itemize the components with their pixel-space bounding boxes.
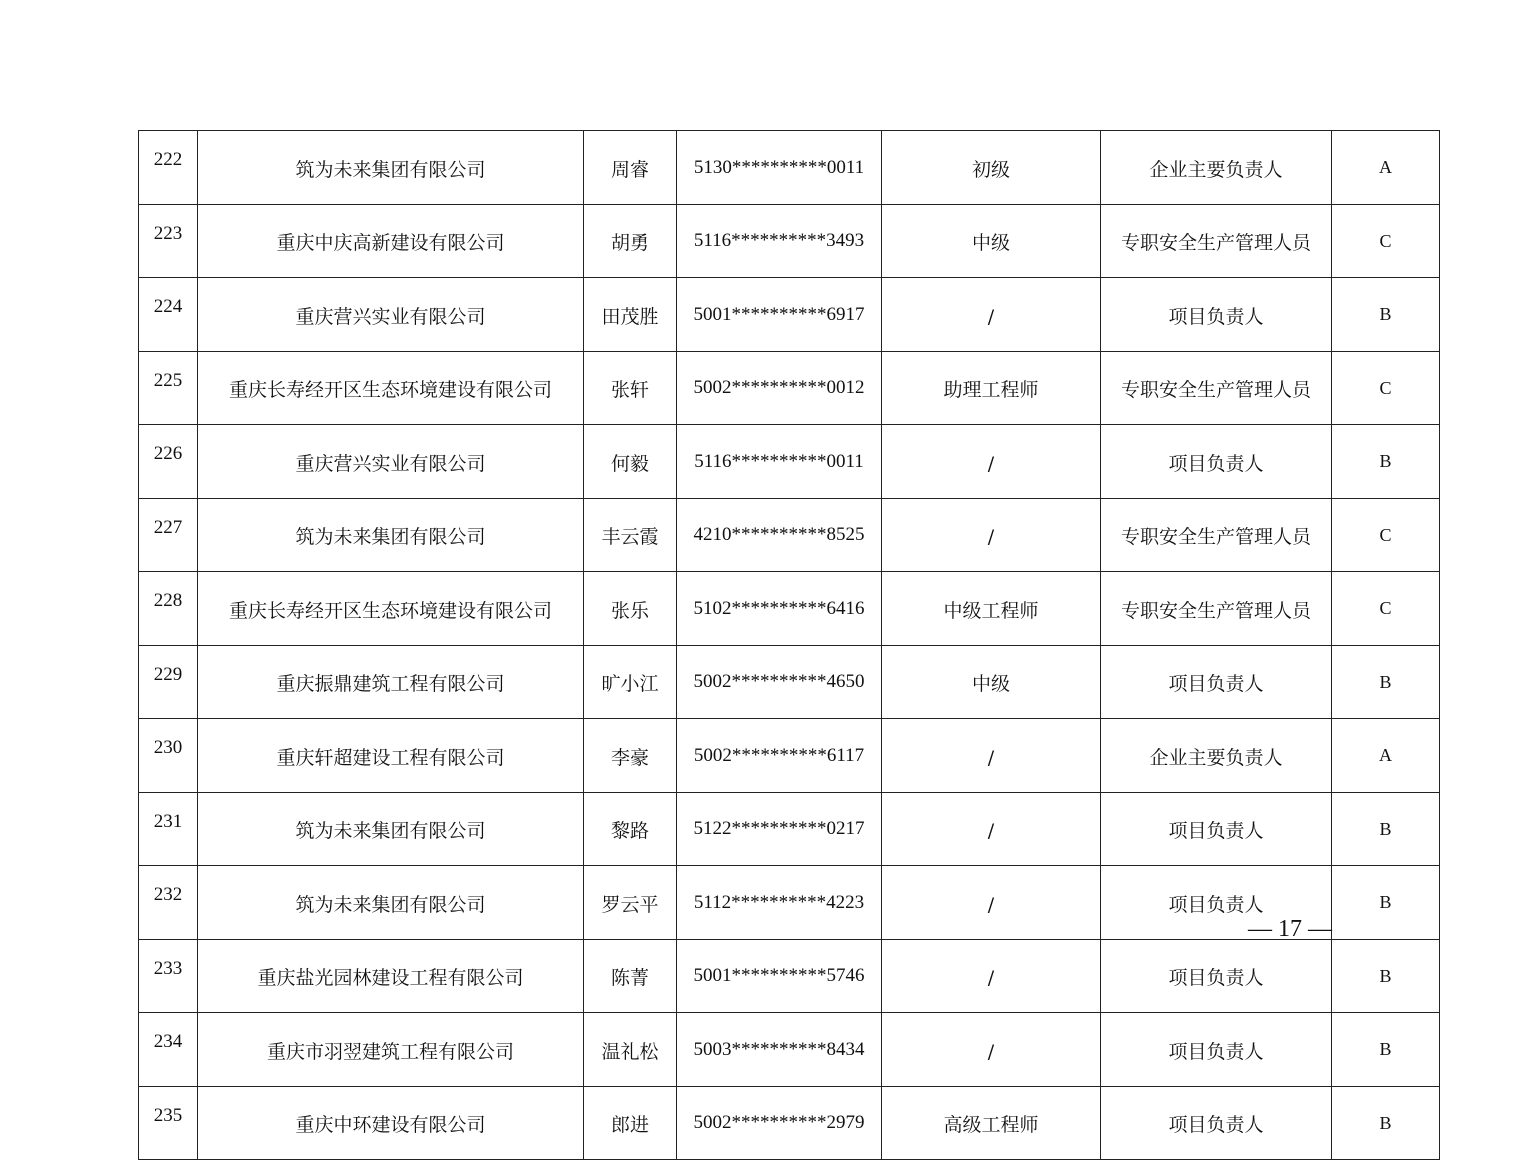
row-number: 224 — [139, 278, 198, 352]
table-row — [139, 131, 1440, 205]
professional-title: / — [882, 939, 1101, 1013]
professional-title: / — [882, 866, 1101, 940]
table-row — [139, 719, 1440, 793]
professional-title: 中级 — [882, 645, 1101, 719]
professional-title: 中级 — [882, 204, 1101, 278]
professional-title: / — [882, 719, 1101, 793]
person-name: 罗云平 — [584, 866, 677, 940]
professional-title: / — [882, 278, 1101, 352]
row-number: 227 — [139, 498, 198, 572]
table-row — [139, 1086, 1440, 1160]
position-role: 项目负责人 — [1101, 425, 1332, 499]
person-name: 李豪 — [584, 719, 677, 793]
category-level: C — [1332, 204, 1440, 278]
personnel-table — [138, 130, 1440, 1160]
category-level: B — [1332, 425, 1440, 499]
id-number: 5116**********0011 — [677, 425, 882, 499]
position-role: 项目负责人 — [1101, 278, 1332, 352]
id-number: 5122**********0217 — [677, 792, 882, 866]
professional-title: 高级工程师 — [882, 1086, 1101, 1160]
company-name: 重庆中庆高新建设有限公司 — [198, 204, 584, 278]
table-body — [139, 131, 1440, 1160]
person-name: 胡勇 — [584, 204, 677, 278]
id-number: 5002**********4650 — [677, 645, 882, 719]
id-number: 5003**********8434 — [677, 1013, 882, 1087]
table-row — [139, 572, 1440, 646]
person-name: 周睿 — [584, 131, 677, 205]
row-number: 233 — [139, 939, 198, 1013]
position-role: 项目负责人 — [1101, 939, 1332, 1013]
category-level: B — [1332, 792, 1440, 866]
category-level: B — [1332, 1013, 1440, 1087]
id-number: 5001**********6917 — [677, 278, 882, 352]
row-number: 230 — [139, 719, 198, 793]
position-role: 项目负责人 — [1101, 1086, 1332, 1160]
company-name: 重庆营兴实业有限公司 — [198, 278, 584, 352]
id-number: 5002**********2979 — [677, 1086, 882, 1160]
company-name: 重庆市羽翌建筑工程有限公司 — [198, 1013, 584, 1087]
id-number: 5130**********0011 — [677, 131, 882, 205]
company-name: 重庆轩超建设工程有限公司 — [198, 719, 584, 793]
row-number: 223 — [139, 204, 198, 278]
person-name: 张乐 — [584, 572, 677, 646]
position-role: 项目负责人 — [1101, 645, 1332, 719]
id-number: 5001**********5746 — [677, 939, 882, 1013]
person-name: 张轩 — [584, 351, 677, 425]
row-number: 231 — [139, 792, 198, 866]
table-row — [139, 425, 1440, 499]
professional-title: / — [882, 792, 1101, 866]
category-level: C — [1332, 351, 1440, 425]
person-name: 温礼松 — [584, 1013, 677, 1087]
id-number: 4210**********8525 — [677, 498, 882, 572]
table-row — [139, 498, 1440, 572]
position-role: 项目负责人 — [1101, 792, 1332, 866]
person-name: 旷小江 — [584, 645, 677, 719]
table-row — [139, 645, 1440, 719]
position-role: 项目负责人 — [1101, 866, 1332, 940]
id-number: 5002**********6117 — [677, 719, 882, 793]
id-number: 5102**********6416 — [677, 572, 882, 646]
page-number: — 17 — — [1248, 916, 1332, 942]
company-name: 筑为未来集团有限公司 — [198, 131, 584, 205]
category-level: A — [1332, 131, 1440, 205]
company-name: 筑为未来集团有限公司 — [198, 498, 584, 572]
company-name: 重庆中环建设有限公司 — [198, 1086, 584, 1160]
category-level: A — [1332, 719, 1440, 793]
table-row — [139, 204, 1440, 278]
position-role: 专职安全生产管理人员 — [1101, 498, 1332, 572]
professional-title: / — [882, 1013, 1101, 1087]
row-number: 229 — [139, 645, 198, 719]
category-level: B — [1332, 866, 1440, 940]
professional-title: / — [882, 498, 1101, 572]
category-level: C — [1332, 498, 1440, 572]
company-name: 筑为未来集团有限公司 — [198, 792, 584, 866]
position-role: 专职安全生产管理人员 — [1101, 204, 1332, 278]
table-row — [139, 939, 1440, 1013]
row-number: 234 — [139, 1013, 198, 1087]
row-number: 226 — [139, 425, 198, 499]
person-name: 黎路 — [584, 792, 677, 866]
company-name: 重庆长寿经开区生态环境建设有限公司 — [198, 351, 584, 425]
person-name: 田茂胜 — [584, 278, 677, 352]
id-number: 5002**********0012 — [677, 351, 882, 425]
position-role: 企业主要负责人 — [1101, 131, 1332, 205]
company-name: 重庆营兴实业有限公司 — [198, 425, 584, 499]
company-name: 筑为未来集团有限公司 — [198, 866, 584, 940]
professional-title: 助理工程师 — [882, 351, 1101, 425]
category-level: B — [1332, 645, 1440, 719]
category-level: B — [1332, 278, 1440, 352]
category-level: B — [1332, 939, 1440, 1013]
professional-title: 中级工程师 — [882, 572, 1101, 646]
position-role: 专职安全生产管理人员 — [1101, 572, 1332, 646]
category-level: C — [1332, 572, 1440, 646]
table-row — [139, 351, 1440, 425]
person-name: 何毅 — [584, 425, 677, 499]
row-number: 235 — [139, 1086, 198, 1160]
table-row — [139, 278, 1440, 352]
id-number: 5116**********3493 — [677, 204, 882, 278]
row-number: 225 — [139, 351, 198, 425]
company-name: 重庆盐光园林建设工程有限公司 — [198, 939, 584, 1013]
id-number: 5112**********4223 — [677, 866, 882, 940]
position-role: 企业主要负责人 — [1101, 719, 1332, 793]
table-row — [139, 1013, 1440, 1087]
position-role: 项目负责人 — [1101, 1013, 1332, 1087]
row-number: 222 — [139, 131, 198, 205]
row-number: 232 — [139, 866, 198, 940]
person-name: 郎进 — [584, 1086, 677, 1160]
professional-title: 初级 — [882, 131, 1101, 205]
table-row — [139, 792, 1440, 866]
person-name: 陈菁 — [584, 939, 677, 1013]
company-name: 重庆振鼎建筑工程有限公司 — [198, 645, 584, 719]
category-level: B — [1332, 1086, 1440, 1160]
person-name: 丰云霞 — [584, 498, 677, 572]
company-name: 重庆长寿经开区生态环境建设有限公司 — [198, 572, 584, 646]
position-role: 专职安全生产管理人员 — [1101, 351, 1332, 425]
row-number: 228 — [139, 572, 198, 646]
professional-title: / — [882, 425, 1101, 499]
